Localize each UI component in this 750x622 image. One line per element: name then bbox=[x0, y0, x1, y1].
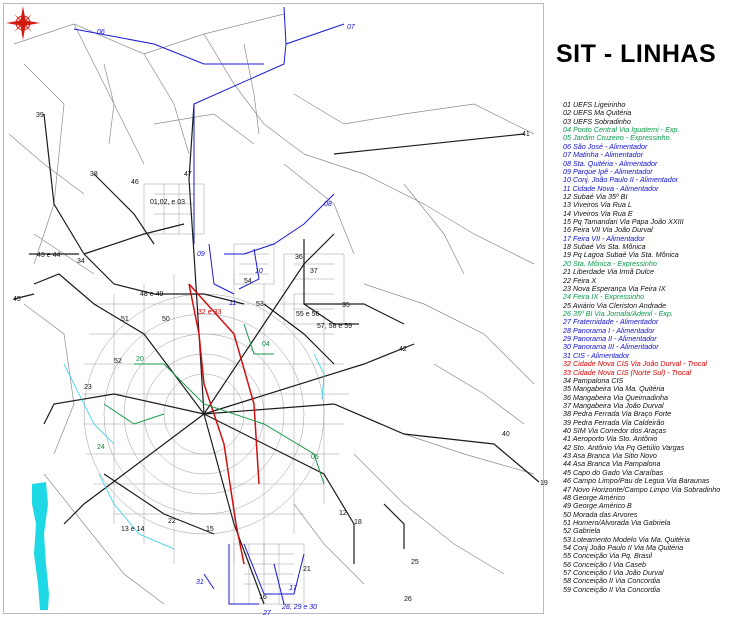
legend-entry: 12 Subaé Via 35º BI bbox=[563, 191, 628, 201]
route-number-label: 36 bbox=[295, 254, 303, 261]
legend-entry: 14 Viveiros Via Rua E bbox=[563, 208, 633, 218]
route-number-label: 32 e 33 bbox=[198, 309, 222, 316]
route-number-label: 19 bbox=[540, 480, 548, 487]
legend-entry: 34 Pampalona CIS bbox=[563, 375, 624, 385]
legend-entry: 40 SIM Via Corredor dos Araças bbox=[563, 426, 667, 436]
legend-entry: 44 Asa Branca Via Pampalona bbox=[563, 459, 661, 469]
route-number-label: 34 bbox=[77, 258, 85, 265]
route-number-label: 57, 58 e 59 bbox=[317, 323, 353, 330]
city-map[interactable] bbox=[3, 3, 548, 617]
express-routes bbox=[104, 324, 324, 484]
legend-entry: 21 Liberdade Via Irmã Dulce bbox=[563, 267, 654, 277]
legend-entry: 31 CIS - Alimentador bbox=[563, 350, 630, 360]
route-number-label: 12 bbox=[339, 510, 347, 517]
urban-blocks bbox=[82, 184, 349, 604]
route-number-label: 17 bbox=[289, 585, 297, 592]
route-number-label: 09 bbox=[197, 251, 205, 258]
legend-entry: 52 Gabriela bbox=[563, 526, 601, 536]
legend-entry: 17 Feira VII - Alimentador bbox=[563, 233, 645, 243]
route-number-label: 50 bbox=[162, 316, 170, 323]
route-number-label: 51 bbox=[121, 316, 129, 323]
route-number-label: 10 bbox=[255, 268, 263, 275]
route-number-label: 40 bbox=[502, 431, 510, 438]
route-number-label: 18 bbox=[354, 519, 362, 526]
legend-entry: 09 Parque Ipê - Alimentador bbox=[563, 166, 653, 176]
legend-entry: 26 35º BI Via Jomafa/Adenil - Exp. bbox=[563, 308, 673, 318]
legend-entry: 05 Jardim Cruzeiro - Expressinho. bbox=[563, 133, 672, 143]
legend-entry: 07 Matinha - Alimentador bbox=[563, 150, 644, 160]
route-number-label: 55 e 56 bbox=[296, 311, 320, 318]
map-title: SIT - LINHAS bbox=[556, 40, 717, 68]
route-number-label: 48 e 49 bbox=[140, 291, 164, 298]
route-number-label: 21 bbox=[303, 566, 311, 573]
legend-entry: 29 Panorama II - Alimentador bbox=[563, 334, 657, 344]
legend-entry: 16 Feira VII Via João Durval bbox=[563, 225, 653, 235]
route-number-label: 26 bbox=[404, 596, 412, 603]
legend-entry: 38 Pedra Ferrada Via Braço Forte bbox=[563, 409, 672, 419]
route-number-label: 07 bbox=[347, 24, 355, 31]
river bbox=[32, 482, 49, 610]
route-number-label: 54 bbox=[244, 278, 252, 285]
legend-entry: 36 Mangabeira Via Queimadinha bbox=[563, 392, 668, 402]
legend-entry: 20 Sta. Mônica - Expressinho bbox=[563, 258, 657, 268]
legend-entry: 45 Capo do Gado Via Caraíbas bbox=[563, 467, 664, 477]
route-number-label: 41 bbox=[522, 131, 530, 138]
route-number-label: 04 bbox=[262, 341, 270, 348]
legend-entry: 15 Pq Tamandari Via Papa João XXIII bbox=[563, 217, 684, 227]
legend-entry: 33 Cidade Nova CIS (Norte Sul) - Trocal bbox=[563, 367, 692, 377]
route-number-label: 22 bbox=[168, 518, 176, 525]
route-number-label: 25 bbox=[411, 559, 419, 566]
legend-entry: 37 Mangabeira Via João Durval bbox=[563, 400, 664, 410]
legend-entry: 35 Mangabeira Via Ma. Quitéria bbox=[563, 384, 665, 394]
route-number-label: 52 bbox=[114, 358, 122, 365]
road-network bbox=[4, 4, 545, 615]
legend-entry: 18 Subaé Vis Sta. Mônica bbox=[563, 242, 646, 252]
legend-entry: 59 Conceição II Via Concordia bbox=[563, 584, 660, 594]
route-number-label: 42 bbox=[399, 346, 407, 353]
legend-entry: 27 Fraternidade - Alimentador bbox=[563, 317, 659, 327]
legend-entry: 24 Feira IX - Expressinho bbox=[563, 292, 645, 302]
route-number-label: 01,02, e 03 bbox=[150, 199, 186, 206]
legend-entry: 01 UEFS Ligeirinho bbox=[563, 100, 626, 109]
legend-entry: 11 Cidade Nova - Alimentador bbox=[563, 183, 659, 193]
legend-entry: 56 Conceição I Via Caseb bbox=[563, 559, 646, 569]
legend-entry: 08 Sta. Quitéria - Alimentador bbox=[563, 158, 658, 168]
legend-entry: 39 Pedra Ferrada Via Caldeirão bbox=[563, 417, 665, 427]
route-number-label: 53 bbox=[256, 301, 264, 308]
legend-entry: 30 Panorama III - Alimentador bbox=[563, 342, 659, 352]
bus-routes bbox=[14, 104, 539, 604]
legend-entry: 41 Aeroporto Via Sto. Antônio bbox=[563, 434, 658, 444]
legend-entry: 54 Conj João Paulo II Via Ma Quitéria bbox=[563, 543, 684, 553]
route-number-label: 31 bbox=[196, 579, 204, 586]
route-number-label: 08 bbox=[324, 201, 332, 208]
legend-entry: 46 Campo Limpo/Pau de Legua Via Baraunas bbox=[563, 476, 710, 486]
legend-entry: 43 Asa Branca Via Sitio Novo bbox=[563, 451, 657, 461]
route-number-label: 24 bbox=[97, 444, 105, 451]
legend-entry: 57 Conceição I Via João Durval bbox=[563, 568, 664, 578]
route-number-label: 47 bbox=[184, 171, 192, 178]
route-number-label: 37 bbox=[310, 268, 318, 275]
legend-entry: 03 UEFS Sobradinho bbox=[563, 116, 631, 126]
legend-entry: 28 Panorama I - Alimentador bbox=[563, 325, 655, 335]
legend-entry: 02 UEFS Ma Quitéria bbox=[563, 108, 632, 118]
route-number-label: 16 bbox=[259, 594, 267, 601]
route-number-label: 43 e 44 bbox=[37, 252, 61, 259]
legend-entry: 04 Ponto Central Via Iguatemi - Exp. bbox=[563, 125, 680, 135]
legend-entry: 32 Cidade Nova CIS Via João Durval - Trocal bbox=[563, 359, 707, 369]
route-number-label: 15 bbox=[206, 526, 214, 533]
route-legend bbox=[563, 101, 748, 594]
route-number-label: 28, 29 e 30 bbox=[282, 604, 318, 611]
legend-entry: 47 Novo Horizonte/Campo Limpo Via Sobradinho bbox=[563, 484, 721, 494]
route-number-label: 27 bbox=[263, 610, 271, 617]
route-number-label: 45 bbox=[13, 296, 21, 303]
route-number-label: 05 bbox=[311, 454, 319, 461]
legend-entry: 06 São José - Alimentador bbox=[563, 141, 648, 151]
legend-entry: 58 Conceição II Via Concordia bbox=[563, 576, 660, 586]
route-number-label: 11 bbox=[229, 300, 237, 307]
legend-entry: 10 Conj. João Paulo II - Alimentador bbox=[563, 175, 679, 185]
legend-entry: 51 Homero/Alvorada Via Gabriela bbox=[563, 517, 671, 527]
legend-entry: 48 George Américo bbox=[563, 492, 626, 502]
route-number-label: 35 bbox=[342, 302, 350, 309]
legend-entry: 49 George Américo B bbox=[563, 501, 632, 511]
route-number-label: 46 bbox=[131, 179, 139, 186]
legend-entry: 50 Morada das Arvores bbox=[563, 509, 638, 519]
route-number-label: 20 bbox=[136, 356, 144, 363]
route-number-label: 06 bbox=[97, 29, 105, 36]
legend-entry: 53 Loteamento Modelo Via Ma. Quitéria bbox=[563, 534, 690, 544]
route-number-label: 23 bbox=[84, 384, 92, 391]
streams bbox=[64, 354, 324, 549]
route-number-label: 13 e 14 bbox=[121, 526, 145, 533]
legend-entry: 23 Nova Esperança Via Feira IX bbox=[563, 283, 666, 293]
legend-entry: 55 Conceição Via Pq. Brasil bbox=[563, 551, 652, 561]
legend-entry: 25 Aviário Via Cleriston Andrade bbox=[563, 300, 667, 310]
legend-entry: 19 Pq Lagoa Subaé Via Sta. Mônica bbox=[563, 250, 679, 260]
legend-entry: 42 Sto. Antônio Via Pq Getúlio Vargas bbox=[563, 442, 685, 452]
legend-entry: 22 Feira X bbox=[563, 275, 597, 285]
legend-entry: 13 Viveiros Via Rua L bbox=[563, 200, 632, 210]
route-number-label: 38 bbox=[90, 171, 98, 178]
route-number-label: 39 bbox=[36, 112, 44, 119]
compass-rose-icon bbox=[4, 4, 42, 42]
